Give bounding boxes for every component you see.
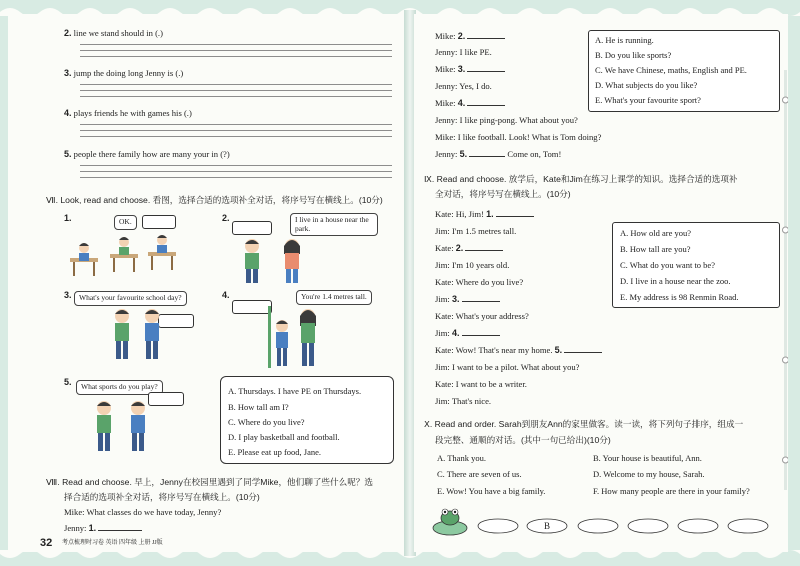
s8-r-line-5 xyxy=(435,99,505,109)
s8-option-e: E. What's your favourite sport? xyxy=(595,95,701,105)
s9-title-line2: 全对话，将序号写在横线上。(10分) xyxy=(435,189,571,199)
s6-num: 5. xyxy=(64,149,72,159)
s7-pic2-num: 2. xyxy=(222,213,230,223)
s8-r-line-3 xyxy=(435,65,505,75)
answer-line[interactable] xyxy=(80,124,392,125)
s10-option-e: E. Wow! You have a big family. xyxy=(437,486,546,496)
answer-line xyxy=(80,136,392,137)
s9-option-e: E. My address is 98 Renmin Road. xyxy=(620,292,739,302)
blank-num: 4. xyxy=(451,328,460,338)
lily-pad-5[interactable] xyxy=(678,519,718,533)
speaker: Jim: xyxy=(435,362,450,372)
s9-option-a: A. How old are you? xyxy=(620,228,692,238)
s7-pic1-num: 1. xyxy=(64,213,72,223)
bottom-wave-border xyxy=(0,550,800,564)
s6-words: jump the doing long Jenny is (.) xyxy=(73,68,184,78)
line-text: Hi, Jim! xyxy=(455,209,484,219)
blank-num: 5. xyxy=(459,149,468,159)
speaker: Mike: xyxy=(435,98,456,108)
s9-line-10 xyxy=(435,363,580,372)
s8-option-d: D. What subjects do you like? xyxy=(595,80,698,90)
s8-r-line-2 xyxy=(435,48,492,57)
right-margin-binding xyxy=(782,70,788,490)
answer-blank[interactable] xyxy=(496,216,534,217)
s8-r-line-1 xyxy=(435,32,505,42)
s8-r-line-7 xyxy=(435,133,601,142)
lily-pad-ordering-track xyxy=(430,502,784,538)
s9-option-b: B. How tall are you? xyxy=(620,244,691,254)
lily-pad-3[interactable] xyxy=(578,519,618,533)
answer-blank[interactable] xyxy=(467,105,505,106)
classroom-illustration xyxy=(70,228,180,280)
s7-pic4-bubble xyxy=(296,290,372,305)
line-text: Wow! That's near my home. xyxy=(455,345,553,355)
line-text: I want to be a writer. xyxy=(455,379,527,389)
speaker: Jim: xyxy=(435,260,450,270)
blank-num: 2. xyxy=(455,243,464,253)
s6-item-5 xyxy=(64,150,230,160)
speaker: Kate: xyxy=(435,277,454,287)
measuring-height-illustration xyxy=(266,306,326,370)
s9-line-6 xyxy=(435,295,500,305)
line-text: Yes, I do. xyxy=(459,81,492,91)
line-text: That's nice. xyxy=(451,396,492,406)
s8-title-line2: 择合适的选项补全对话，将序号写在横线上。(10分) xyxy=(64,492,260,502)
s8-r-line-4 xyxy=(435,82,492,91)
line-text: I'm 1.5 metres tall. xyxy=(451,226,517,236)
line-text: I'm 10 years old. xyxy=(451,260,510,270)
s9-line-8 xyxy=(435,329,500,339)
speaker: Jim: xyxy=(435,294,450,304)
s10-option-d: D. Welcome to my house, Sarah. xyxy=(593,469,705,479)
footer-text: 考点梳理时习卷 英语 四年级 上册 JJ版 xyxy=(62,540,163,546)
speaker: Jenny: xyxy=(435,47,458,57)
answer-line xyxy=(80,56,392,57)
s6-words: plays friends he with games his (.) xyxy=(73,108,192,118)
speaker: Jim: xyxy=(435,396,450,406)
bubble-text: You're 1.4 metres tall. xyxy=(301,292,367,301)
bubble-text: OK. xyxy=(119,217,132,226)
speaker: Jenny: xyxy=(435,115,458,125)
line-text: I like ping-pong. What about you? xyxy=(459,115,578,125)
left-page xyxy=(8,14,406,552)
blank-num: 5. xyxy=(554,345,563,355)
frog-icon xyxy=(433,509,467,535)
s8-r-line-6 xyxy=(435,116,578,125)
lily-pad-4[interactable] xyxy=(628,519,668,533)
s7-option-a: A. Thursdays. I have PE on Thursdays. xyxy=(228,386,362,396)
answer-blank[interactable] xyxy=(469,156,505,157)
speaker: Jenny: xyxy=(435,149,458,159)
answer-line xyxy=(80,90,392,91)
line-text: Where do you live? xyxy=(455,277,524,287)
s10-option-a: A. Thank you. xyxy=(437,453,486,463)
s7-pic1-answer-bubble[interactable] xyxy=(142,215,176,229)
page-number: 32 xyxy=(40,537,53,549)
speaker: Kate: xyxy=(435,345,454,355)
s7-pic5-num: 5. xyxy=(64,377,72,387)
s9-line-7 xyxy=(435,312,529,321)
lily-pad-6[interactable] xyxy=(728,519,768,533)
speaker: Kate: xyxy=(435,379,454,389)
s9-line-4 xyxy=(435,261,509,270)
bubble-text: What's your favourite school day? xyxy=(79,293,182,302)
s8-option-a: A. He is running. xyxy=(595,35,654,45)
s9-line-3 xyxy=(435,244,503,254)
answer-blank[interactable] xyxy=(564,352,602,353)
line-text: I want to be a pilot. What about you? xyxy=(451,362,580,372)
answer-line xyxy=(80,50,392,51)
blank-num: 3. xyxy=(457,64,466,74)
speaker: Kate: xyxy=(435,311,454,321)
s9-option-c: C. What do you want to be? xyxy=(620,260,715,270)
line-text: Come on, Tom! xyxy=(507,149,562,159)
s7-pic3-num: 3. xyxy=(64,290,72,300)
s9-title-line1: Ⅸ. Read and choose. 放学后，Kate和Jim在练习上课学的知识。选择合适的选项补 xyxy=(424,174,738,184)
bubble-text: What sports do you play? xyxy=(81,382,158,391)
answer-blank[interactable] xyxy=(467,38,505,39)
speaker: Mike: xyxy=(435,31,456,41)
s6-words: line we stand should in (.) xyxy=(73,28,163,38)
answer-blank[interactable] xyxy=(467,71,505,72)
s7-pic2-bubble xyxy=(290,213,378,236)
s9-line-12 xyxy=(435,397,491,406)
two-kids-illustration xyxy=(236,236,316,286)
s10-option-c: C. There are seven of us. xyxy=(437,469,522,479)
s8-option-c: C. We have Chinese, maths, English and PE. xyxy=(595,65,747,75)
blank-num: 1. xyxy=(486,209,494,219)
s6-num: 4. xyxy=(64,108,72,118)
s7-pic3-bubble xyxy=(74,291,187,306)
s10-option-f: F. How many people are there in your family? xyxy=(593,486,750,496)
speaker: Jenny: xyxy=(64,523,87,533)
s7-title: Ⅶ. Look, read and choose. 看图，选择合适的选项补全对话，将序号写在横线上。(10分) xyxy=(46,195,383,205)
line-text: What's your address? xyxy=(455,311,529,321)
s9-line-9 xyxy=(435,346,602,356)
answer-line[interactable] xyxy=(80,44,392,45)
s9-line-1 xyxy=(435,210,534,220)
s7-option-e: E. Please eat up food, Jane. xyxy=(228,447,321,457)
s9-line-2 xyxy=(435,227,516,236)
s6-words: people there family how are many your in (?) xyxy=(73,149,230,159)
lily-pad-1[interactable] xyxy=(478,519,518,533)
s8-option-b: B. Do you like sports? xyxy=(595,50,672,60)
s10-title-line2: 段完整、通顺的对话。(其中一句已给出)(10分) xyxy=(435,435,611,445)
s7-pic4-num: 4. xyxy=(222,290,230,300)
s6-num: 2. xyxy=(64,28,72,38)
speaker: Mike: xyxy=(435,132,456,142)
speaker: Jim: xyxy=(435,328,450,338)
s7-option-d: D. I play basketball and football. xyxy=(228,432,340,442)
s9-line-11 xyxy=(435,380,527,389)
speaker: Kate: xyxy=(435,243,454,253)
answer-line xyxy=(80,171,392,172)
s9-line-5 xyxy=(435,278,523,287)
answer-line[interactable] xyxy=(80,165,392,166)
two-boys-sports-illustration xyxy=(90,398,160,456)
lily-pad-given-letter: B xyxy=(544,521,551,531)
answer-line xyxy=(80,130,392,131)
s6-item-2 xyxy=(64,29,163,39)
speaker: Jim: xyxy=(435,226,450,236)
answer-line xyxy=(80,177,392,178)
s6-item-4 xyxy=(64,109,192,119)
s6-num: 3. xyxy=(64,68,72,78)
s6-item-3 xyxy=(64,69,183,79)
speaker: Jenny: xyxy=(435,81,458,91)
blank-num: 2. xyxy=(457,31,466,41)
s8-line1: Mike: What classes do we have today, Jenny? xyxy=(64,507,222,517)
s7-pic2-answer-bubble[interactable] xyxy=(232,221,272,235)
s8-title-line1: Ⅷ. Read and choose. 早上，Jenny在校园里遇到了同学Mike，他们聊了些什么呢？选 xyxy=(46,477,373,487)
answer-blank[interactable] xyxy=(462,335,500,336)
two-boys-illustration xyxy=(110,306,170,364)
answer-line xyxy=(80,96,392,97)
s7-option-b: B. How tall am I? xyxy=(228,402,289,412)
line-text: I like football. Look! What is Tom doing? xyxy=(457,132,602,142)
answer-blank[interactable] xyxy=(465,250,503,251)
answer-line[interactable] xyxy=(80,84,392,85)
answer-blank[interactable] xyxy=(98,530,142,531)
line-text: I like PE. xyxy=(459,47,492,57)
blank-num: 1. xyxy=(88,523,97,533)
s9-option-d: D. I live in a house near the zoo. xyxy=(620,276,731,286)
speaker: Mike: xyxy=(435,64,456,74)
blank-num: 4. xyxy=(457,98,466,108)
s7-option-c: C. Where do you live? xyxy=(228,417,305,427)
speaker: Kate: xyxy=(435,209,454,219)
s8-line2 xyxy=(64,524,142,534)
bubble-text: I live in a house near the park. xyxy=(295,215,369,233)
s8-r-line-8 xyxy=(435,150,561,160)
blank-num: 3. xyxy=(451,294,460,304)
s10-option-b: B. Your house is beautiful, Ann. xyxy=(593,453,702,463)
s10-title-line1: Ⅹ. Read and order. Sarah到朋友Ann的家里做客。读一读，将下列句子排序，组成一 xyxy=(424,419,744,429)
answer-blank[interactable] xyxy=(462,301,500,302)
